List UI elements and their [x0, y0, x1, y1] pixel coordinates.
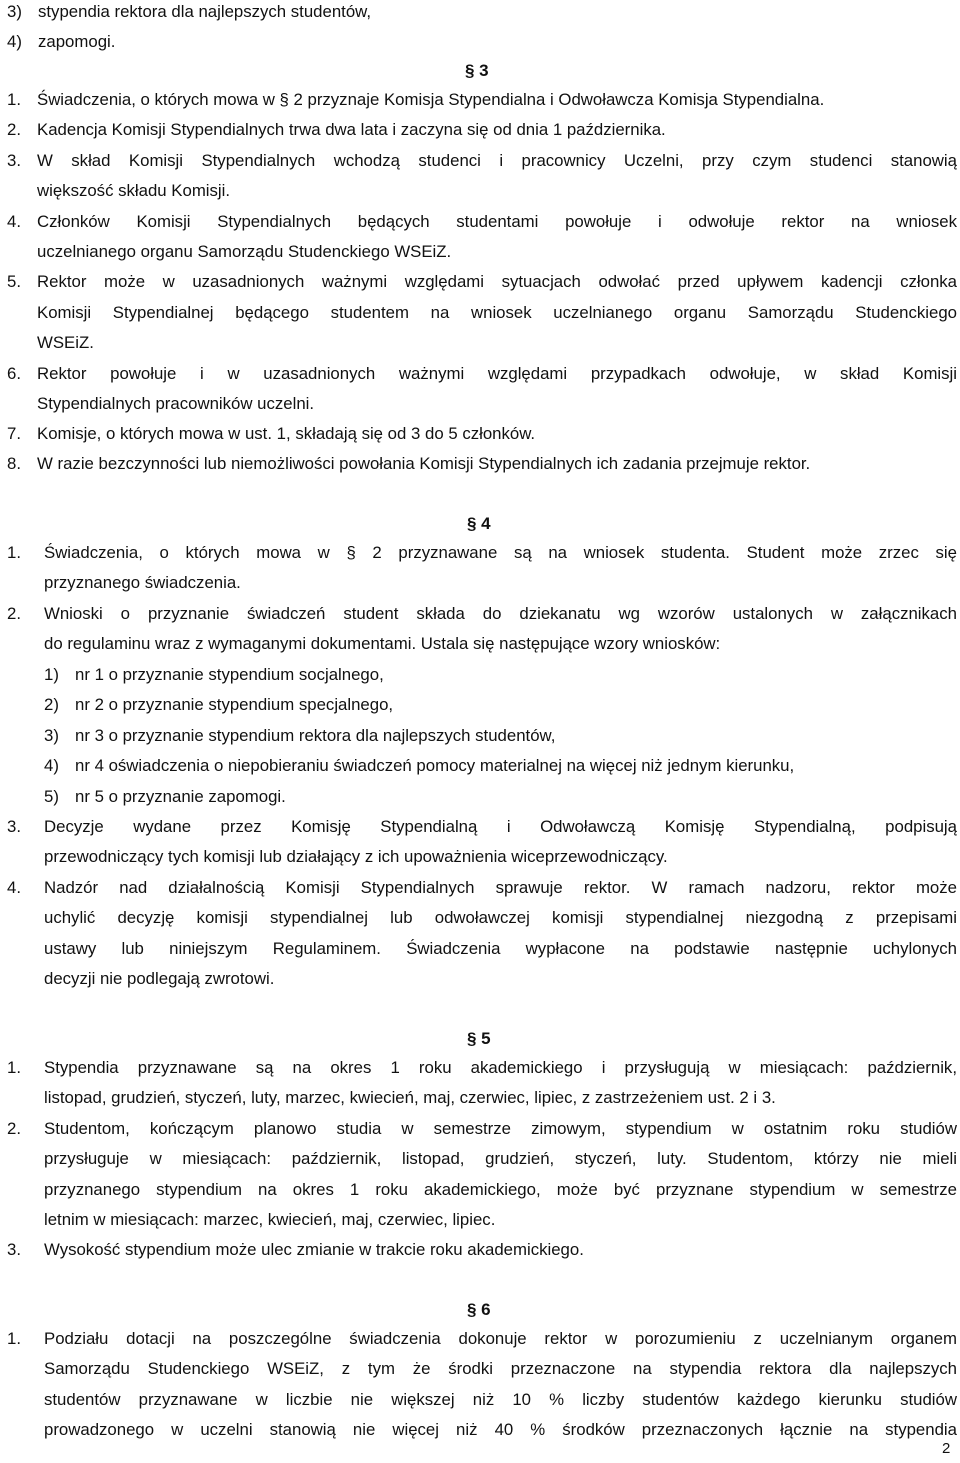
line-text: przewodniczący tych komisji lub działający z ich upoważnienia wiceprzewodniczący. — [44, 847, 668, 866]
line-text: przyznanego stypendium na okres 1 roku akademickiego, może być przyznane stypendium w semestrze — [44, 1180, 957, 1199]
line-text: uchylić decyzję komisji stypendialnej lub odwoławczej komisji stypendialnej niezgodną z przepisami — [44, 908, 957, 927]
section-heading: § 5 — [467, 1029, 491, 1048]
list-marker: 4) — [7, 32, 22, 51]
list-marker: 7. — [7, 424, 21, 443]
line-text: Rektor powołuje i w uzasadnionych ważnymi względami przypadkach odwołuje, w skład Komisji — [37, 364, 957, 383]
line-text: Wnioski o przyznanie świadczeń student składa do dziekanatu wg wzorów ustalonych w załącznikach — [44, 604, 957, 623]
list-marker: 3) — [7, 2, 22, 21]
line-text: prowadzonego w uczelni stanowią nie więcej niż 40 % środków przeznaczonych łącznie na stypendia — [44, 1420, 957, 1439]
line-text: Samorządu Studenckiego WSEiZ, z tym że środki przeznaczone na stypendia rektora dla najlepszych — [44, 1359, 957, 1378]
line-text: do regulaminu wraz z wymaganymi dokumentami. Ustala się następujące wzory wniosków: — [44, 634, 721, 653]
list-marker: 1. — [7, 1058, 21, 1077]
section-heading: § 3 — [465, 61, 489, 80]
line-text: decyzji nie podlegają zwrotowi. — [44, 969, 275, 988]
line-text: Wysokość stypendium może ulec zmianie w trakcie roku akademickiego. — [44, 1240, 584, 1259]
line-text: Świadczenia, o których mowa w § 2 przyznaje Komisja Stypendialna i Odwoławcza Komisja Stypendialna. — [37, 90, 825, 109]
list-marker: 2) — [44, 695, 59, 714]
line-text: Decyzje wydane przez Komisję Stypendialną i Odwoławczą Komisję Stypendialną, podpisują — [44, 817, 957, 836]
list-marker: 1. — [7, 543, 21, 562]
section-heading: § 6 — [467, 1300, 491, 1319]
line-text: WSEiZ. — [37, 333, 94, 352]
line-text: Studentom, kończącym planowo studia w semestrze zimowym, stypendium w ostatnim roku studiów — [44, 1119, 957, 1138]
list-marker: 4. — [7, 878, 21, 897]
line-text: Kadencja Komisji Stypendialnych trwa dwa lata i zaczyna się od dnia 1 października. — [37, 120, 666, 139]
line-text: nr 4 oświadczenia o niepobieraniu świadczeń pomocy materialnej na więcej niż jednym kierunku, — [75, 756, 795, 775]
list-marker: 3. — [7, 151, 21, 170]
line-text: ustawy lub niniejszym Regulaminem. Świadczenia wypłacone na podstawie następnie uchylonych — [44, 939, 957, 958]
line-text: Członków Komisji Stypendialnych będących studentami powołuje i odwołuje rektor na wniosek — [37, 212, 957, 231]
line-text: stypendia rektora dla najlepszych studentów, — [38, 2, 372, 21]
line-text: większość składu Komisji. — [37, 181, 231, 200]
line-text: nr 2 o przyznanie stypendium specjalnego, — [75, 695, 394, 714]
line-text: Stypendia przyznawane są na okres 1 roku akademickiego i przysługują w miesiącach: październik, — [44, 1058, 957, 1077]
line-text: zapomogi. — [38, 32, 116, 51]
line-text: Nadzór nad działalnością Komisji Stypendialnych sprawuje rektor. W ramach nadzoru, rektor może — [44, 878, 957, 897]
list-marker: 1. — [7, 1329, 21, 1348]
line-text: przysługuje w miesiącach: październik, listopad, grudzień, styczeń, luty. Studentom, którzy nie mieli — [44, 1149, 957, 1168]
list-marker: 3. — [7, 817, 21, 836]
list-marker: 4. — [7, 212, 21, 231]
line-text: listopad, grudzień, styczeń, luty, marzec, kwiecień, maj, czerwiec, lipiec, z zastrzeżeniem ust. 2 i 3. — [44, 1088, 776, 1107]
list-marker: 2. — [7, 120, 21, 139]
section-heading: § 4 — [467, 514, 491, 533]
line-text: nr 1 o przyznanie stypendium socjalnego, — [75, 665, 384, 684]
line-text: studentów przyznawane w liczbie nie większej niż 10 % liczby studentów każdego kierunku studiów — [44, 1390, 957, 1409]
line-text: Rektor może w uzasadnionych ważnymi względami sytuacjach odwołać przed upływem kadencji członka — [37, 272, 957, 291]
list-marker: 2. — [7, 1119, 21, 1138]
list-marker: 4) — [44, 756, 59, 775]
list-marker: 5) — [44, 787, 59, 806]
line-text: Podziału dotacji na poszczególne świadczenia dokonuje rektor w porozumieniu z uczelnianym organem — [44, 1329, 957, 1348]
line-text: nr 5 o przyznanie zapomogi. — [75, 787, 286, 806]
line-text: W razie bezczynności lub niemożliwości powołania Komisji Stypendialnych ich zadania przejmuje rektor. — [37, 454, 811, 473]
line-text: W skład Komisji Stypendialnych wchodzą studenci i pracownicy Uczelni, przy czym studenci stanowią — [37, 151, 957, 170]
line-text: letnim w miesiącach: marzec, kwiecień, maj, czerwiec, lipiec. — [44, 1210, 496, 1229]
line-text: Stypendialnych pracowników uczelni. — [37, 394, 315, 413]
line-text: przyznanego świadczenia. — [44, 573, 241, 592]
list-marker: 8. — [7, 454, 21, 473]
page-number: 2 — [942, 1440, 951, 1457]
list-marker: 5. — [7, 272, 21, 291]
list-marker: 3) — [44, 726, 59, 745]
list-marker: 2. — [7, 604, 21, 623]
list-marker: 6. — [7, 364, 21, 383]
line-text: Komisje, o których mowa w ust. 1, składają się od 3 do 5 członków. — [37, 424, 536, 443]
list-marker: 1) — [44, 665, 59, 684]
line-text: uczelnianego organu Samorządu Studenckiego WSEiZ. — [37, 242, 452, 261]
list-marker: 3. — [7, 1240, 21, 1259]
line-text: Komisji Stypendialnej będącego studentem na wniosek uczelnianego organu Samorządu Studenckiego — [37, 303, 957, 322]
line-text: Świadczenia, o których mowa w § 2 przyznawane są na wniosek studenta. Student może zrzec się — [44, 543, 957, 562]
list-marker: 1. — [7, 90, 21, 109]
line-text: nr 3 o przyznanie stypendium rektora dla najlepszych studentów, — [75, 726, 556, 745]
